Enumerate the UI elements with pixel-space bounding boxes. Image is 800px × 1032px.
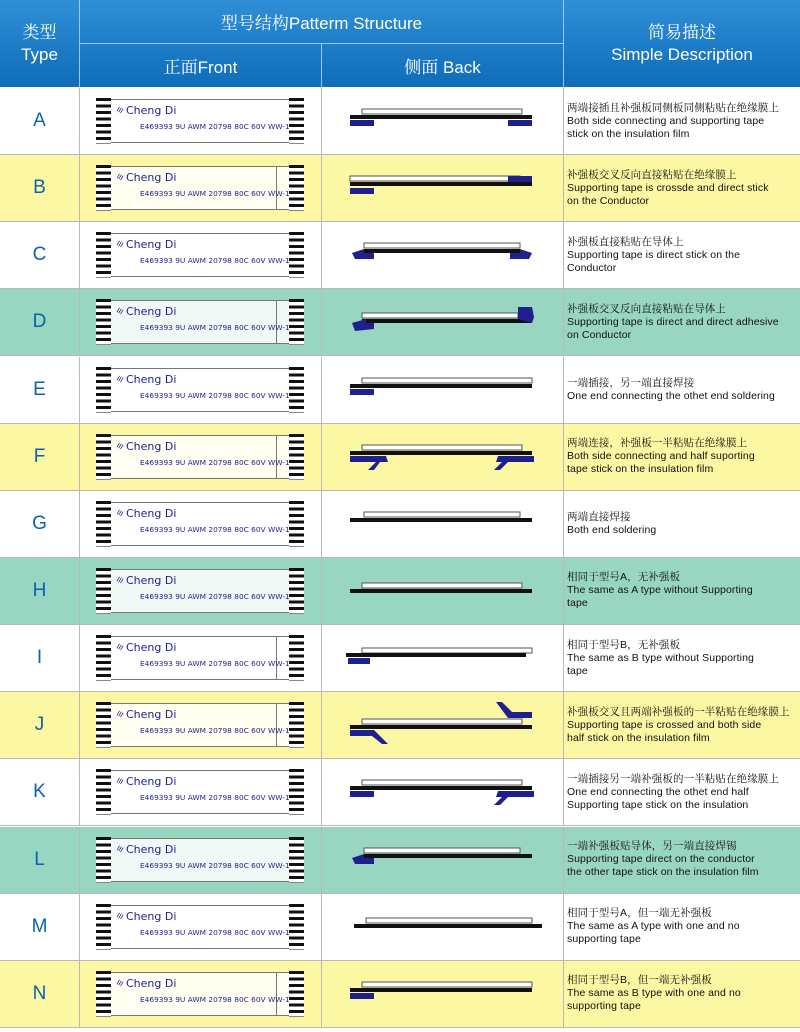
fpc-cable-front bbox=[96, 837, 304, 883]
description bbox=[567, 289, 798, 355]
description-cn: 相同于型号A，但一端无补强板 bbox=[567, 907, 712, 920]
side-profile-diagram bbox=[322, 827, 563, 893]
description-en: supporting tape bbox=[567, 933, 641, 946]
brand-logo-icon bbox=[116, 844, 125, 853]
description bbox=[567, 692, 798, 758]
side-profile-diagram bbox=[322, 491, 563, 557]
certification-label: E469393 9U AWM 20798 80C 60V WW-1 bbox=[140, 390, 290, 400]
brand-label: Cheng Di bbox=[126, 305, 177, 319]
description-cn: 相同于型号B，但一端无补强板 bbox=[567, 974, 712, 987]
description-en: Both side connecting and half suporting bbox=[567, 450, 755, 463]
side-profile-diagram bbox=[322, 357, 563, 423]
type-letter: E bbox=[0, 357, 80, 423]
brand-label: Cheng Di bbox=[126, 238, 177, 252]
contact-fingers bbox=[96, 904, 111, 950]
contact-fingers bbox=[96, 971, 111, 1017]
description-en: One end connecting the othet end half bbox=[567, 785, 749, 798]
supporting-tape bbox=[508, 176, 532, 182]
description bbox=[567, 894, 798, 960]
brand-logo-icon bbox=[116, 239, 125, 248]
contact-fingers bbox=[96, 837, 111, 883]
description-en: Supporting tape is direct stick on the bbox=[567, 248, 741, 261]
stiffener-edge bbox=[276, 435, 290, 479]
description bbox=[567, 491, 798, 557]
stiffener-edge bbox=[276, 636, 290, 680]
conductor-line bbox=[364, 854, 532, 858]
table-row bbox=[0, 894, 800, 961]
header-divider bbox=[80, 43, 563, 44]
conductor-line bbox=[350, 988, 532, 992]
contact-fingers bbox=[96, 232, 111, 278]
type-letter: G bbox=[0, 491, 80, 557]
table-row bbox=[0, 357, 800, 424]
type-letter: F bbox=[0, 424, 80, 490]
certification-label: E469393 9U AWM 20798 80C 60V WW-1 bbox=[140, 524, 290, 534]
contact-fingers bbox=[96, 568, 111, 614]
stiffener-edge bbox=[276, 972, 290, 1016]
front-view bbox=[80, 961, 322, 1027]
certification-label: E469393 9U AWM 20798 80C 60V WW-1 bbox=[140, 323, 290, 333]
conductor-line bbox=[350, 451, 532, 455]
description-en: tape stick on the insulation film bbox=[567, 463, 714, 476]
insulation-film bbox=[362, 109, 522, 114]
description-en: Supporting tape direct on the conductor bbox=[567, 853, 755, 866]
insulation-film bbox=[364, 512, 520, 517]
table-row bbox=[0, 759, 800, 826]
header-desc-cn: 简易描述 bbox=[648, 22, 716, 42]
supporting-tape bbox=[350, 120, 374, 126]
side-profile-diagram bbox=[322, 692, 563, 758]
description-cn: 补强板交叉反向直接粘贴在导体上 bbox=[567, 302, 726, 315]
type-letter: J bbox=[0, 692, 80, 758]
description-cn: 相同于型号A，无补强板 bbox=[567, 571, 681, 584]
header-front: 正面Front bbox=[163, 58, 238, 77]
certification-label: E469393 9U AWM 20798 80C 60V WW-1 bbox=[140, 726, 290, 736]
front-view bbox=[80, 424, 322, 490]
supporting-tape bbox=[508, 120, 532, 126]
header-type-cn: 类型 bbox=[22, 22, 57, 42]
insulation-film bbox=[362, 982, 532, 987]
insulation-film bbox=[362, 780, 522, 785]
back-view bbox=[322, 827, 564, 893]
certification-label: E469393 9U AWM 20798 80C 60V WW-1 bbox=[140, 659, 290, 669]
description-en: tape bbox=[567, 597, 588, 610]
front-view bbox=[80, 491, 322, 557]
front-view bbox=[80, 155, 322, 221]
header-type-en: Type bbox=[21, 44, 58, 64]
stiffener-edge bbox=[276, 166, 290, 210]
contact-fingers bbox=[96, 635, 111, 681]
supporting-tape bbox=[350, 188, 374, 194]
header-structure: 型号结构Patterm Structure bbox=[220, 14, 423, 33]
brand-logo-icon bbox=[116, 374, 125, 383]
table-row bbox=[0, 88, 800, 155]
back-view bbox=[322, 155, 564, 221]
description bbox=[567, 558, 798, 624]
fpc-cable-front bbox=[96, 702, 304, 748]
fpc-cable-front bbox=[96, 904, 304, 950]
table-row bbox=[0, 827, 800, 894]
conductor-line bbox=[362, 319, 532, 323]
type-letter: M bbox=[0, 894, 80, 960]
type-letter: K bbox=[0, 759, 80, 825]
supporting-tape bbox=[350, 389, 374, 395]
contact-fingers bbox=[289, 299, 304, 345]
side-profile-diagram bbox=[322, 961, 563, 1027]
table-row bbox=[0, 424, 800, 491]
back-view bbox=[322, 88, 564, 154]
brand-logo-icon bbox=[116, 776, 125, 785]
table-row bbox=[0, 289, 800, 356]
supporting-tape bbox=[494, 791, 534, 805]
back-view bbox=[322, 357, 564, 423]
fpc-cable-front bbox=[96, 635, 304, 681]
description-en: Conductor bbox=[567, 261, 617, 274]
description-en: stick on the insulation film bbox=[567, 127, 690, 140]
brand-label: Cheng Di bbox=[126, 506, 177, 520]
contact-fingers bbox=[96, 367, 111, 413]
back-view bbox=[322, 961, 564, 1027]
brand-label: Cheng Di bbox=[126, 976, 177, 990]
description-cn: 两端直接焊接 bbox=[567, 510, 631, 523]
supporting-tape bbox=[350, 791, 374, 797]
insulation-film bbox=[350, 176, 520, 181]
contact-fingers bbox=[289, 702, 304, 748]
contact-fingers bbox=[289, 434, 304, 480]
fpc-cable-front bbox=[96, 971, 304, 1017]
front-view bbox=[80, 357, 322, 423]
contact-fingers bbox=[96, 434, 111, 480]
header-type bbox=[0, 0, 79, 87]
insulation-film bbox=[362, 445, 522, 450]
description-en: half stick on the insulation film bbox=[567, 731, 710, 744]
description bbox=[567, 88, 798, 154]
stiffener-edge bbox=[276, 703, 290, 747]
certification-label: E469393 9U AWM 20798 80C 60V WW-1 bbox=[140, 256, 290, 266]
description bbox=[567, 222, 798, 288]
back-view bbox=[322, 894, 564, 960]
back-view bbox=[322, 692, 564, 758]
contact-fingers bbox=[96, 769, 111, 815]
description-en: Both side connecting and supporting tape bbox=[567, 114, 765, 127]
conductor-line bbox=[350, 589, 532, 593]
description-cn: 相同于型号B，无补强板 bbox=[567, 638, 681, 651]
back-view bbox=[322, 222, 564, 288]
certification-label: E469393 9U AWM 20798 80C 60V WW-1 bbox=[140, 457, 290, 467]
table-row bbox=[0, 625, 800, 692]
front-view bbox=[80, 625, 322, 691]
front-view bbox=[80, 88, 322, 154]
description-cn: 一端补强板贴导体，另一端直接焊锡 bbox=[567, 840, 737, 853]
fpc-cable-front bbox=[96, 434, 304, 480]
brand-label: Cheng Di bbox=[126, 909, 177, 923]
description bbox=[567, 424, 798, 490]
side-profile-diagram bbox=[322, 88, 563, 154]
header-back: 侧面 Back bbox=[404, 58, 481, 77]
fpc-cable-front bbox=[96, 568, 304, 614]
description-en: Supporting tape is crossed and both side bbox=[567, 718, 762, 731]
contact-fingers bbox=[289, 501, 304, 547]
side-profile-diagram bbox=[322, 424, 563, 490]
back-view bbox=[322, 424, 564, 490]
contact-fingers bbox=[289, 769, 304, 815]
contact-fingers bbox=[289, 232, 304, 278]
description-cn: 补强板交叉反向直接粘贴在绝缘膜上 bbox=[567, 168, 737, 181]
brand-logo-icon bbox=[116, 911, 125, 920]
description-en: Supporting tape stick on the insulation bbox=[567, 798, 749, 811]
description-en: Supporting tape is direct and direct adhesive bbox=[567, 315, 779, 328]
brand-label: Cheng Di bbox=[126, 573, 177, 587]
conductor-line bbox=[346, 653, 526, 657]
table-row bbox=[0, 558, 800, 625]
back-view bbox=[322, 625, 564, 691]
brand-label: Cheng Di bbox=[126, 171, 177, 185]
description-cn: 补强板直接粘贴在导体上 bbox=[567, 235, 684, 248]
front-view bbox=[80, 558, 322, 624]
description-cn: 补强板交叉且两端补强板的一半粘贴在绝缘膜上 bbox=[567, 705, 790, 718]
supporting-tape bbox=[494, 456, 534, 470]
supporting-tape bbox=[350, 456, 388, 470]
table-row bbox=[0, 692, 800, 759]
side-profile-diagram bbox=[322, 625, 563, 691]
front-view bbox=[80, 692, 322, 758]
type-letter: L bbox=[0, 827, 80, 893]
brand-label: Cheng Di bbox=[126, 104, 177, 117]
fpc-cable-front bbox=[96, 232, 304, 278]
conductor-line bbox=[350, 725, 532, 729]
contact-fingers bbox=[289, 837, 304, 883]
table-row bbox=[0, 961, 800, 1028]
description bbox=[567, 357, 798, 423]
certification-label: E469393 9U AWM 20798 80C 60V WW-1 bbox=[140, 793, 290, 803]
certification-label: E469393 9U AWM 20798 80C 60V WW-1 bbox=[140, 122, 290, 131]
back-view bbox=[322, 759, 564, 825]
side-profile-diagram bbox=[322, 289, 563, 355]
contact-fingers bbox=[289, 367, 304, 413]
contact-fingers bbox=[96, 98, 111, 144]
brand-label: Cheng Di bbox=[126, 439, 177, 453]
fpc-cable-front bbox=[96, 501, 304, 547]
type-letter: D bbox=[0, 289, 80, 355]
brand-label: Cheng Di bbox=[126, 842, 177, 856]
back-view bbox=[322, 491, 564, 557]
description-en: Both end soldering bbox=[567, 523, 657, 536]
side-profile-diagram bbox=[322, 558, 563, 624]
type-letter: A bbox=[0, 88, 80, 154]
contact-fingers bbox=[289, 904, 304, 950]
brand-logo-icon bbox=[116, 172, 125, 181]
brand-logo-icon bbox=[116, 441, 125, 450]
table-row bbox=[0, 491, 800, 558]
supporting-tape bbox=[350, 993, 374, 999]
conductor-line bbox=[350, 786, 532, 790]
side-profile-diagram bbox=[322, 759, 563, 825]
back-view bbox=[322, 558, 564, 624]
description-cn: 一端插接另一端补强板的一半粘贴在绝缘膜上 bbox=[567, 772, 779, 785]
conductor-line bbox=[350, 182, 532, 186]
brand-logo-icon bbox=[116, 709, 125, 718]
conductor-line bbox=[350, 384, 532, 388]
brand-label: Cheng Di bbox=[126, 708, 177, 722]
front-view bbox=[80, 289, 322, 355]
front-view bbox=[80, 827, 322, 893]
front-view bbox=[80, 222, 322, 288]
conductor-line bbox=[354, 924, 542, 928]
certification-label: E469393 9U AWM 20798 80C 60V WW-1 bbox=[140, 927, 290, 937]
insulation-film bbox=[362, 648, 532, 653]
contact-fingers bbox=[289, 568, 304, 614]
description bbox=[567, 827, 798, 893]
contact-fingers bbox=[289, 98, 304, 144]
certification-label: E469393 9U AWM 20798 80C 60V WW-1 bbox=[140, 994, 290, 1004]
contact-fingers bbox=[96, 299, 111, 345]
header-desc-en: Simple Description bbox=[611, 44, 753, 64]
description-en: The same as A type without Supporting bbox=[567, 584, 753, 597]
certification-label: E469393 9U AWM 20798 80C 60V WW-1 bbox=[140, 189, 290, 199]
header-divider bbox=[321, 44, 322, 87]
fpc-cable-front bbox=[96, 769, 304, 815]
contact-fingers bbox=[289, 971, 304, 1017]
description-en: the other tape stick on the insulation film bbox=[567, 866, 759, 879]
description-en: One end connecting the othet end soldering bbox=[567, 389, 775, 402]
header-divider bbox=[563, 0, 564, 87]
description-en: The same as A type with one and no bbox=[567, 920, 740, 933]
brand-label: Cheng Di bbox=[126, 775, 177, 789]
brand-logo-icon bbox=[116, 306, 125, 315]
description bbox=[567, 759, 798, 825]
fpc-cable-front bbox=[96, 367, 304, 413]
brand-logo-icon bbox=[116, 642, 125, 651]
description-en: on the Conductor bbox=[567, 194, 650, 207]
back-view bbox=[322, 289, 564, 355]
side-profile-diagram bbox=[322, 222, 563, 288]
insulation-film bbox=[362, 313, 518, 318]
description-en: tape bbox=[567, 664, 588, 677]
table-row bbox=[0, 222, 800, 289]
insulation-film bbox=[364, 243, 520, 248]
supporting-tape bbox=[350, 730, 388, 744]
brand-logo-icon bbox=[116, 978, 125, 987]
conductor-line bbox=[350, 115, 532, 119]
description-en: supporting tape bbox=[567, 1000, 641, 1013]
description-cn: 一端插接，另一端直接焊接 bbox=[567, 376, 695, 389]
brand-logo-icon bbox=[116, 105, 125, 114]
contact-fingers bbox=[96, 702, 111, 748]
brand-logo-icon bbox=[116, 575, 125, 584]
supporting-tape bbox=[496, 702, 532, 718]
front-view bbox=[80, 894, 322, 960]
conductor-line bbox=[364, 249, 520, 253]
insulation-film bbox=[362, 583, 522, 588]
insulation-film bbox=[364, 848, 520, 853]
insulation-film bbox=[362, 719, 522, 724]
stiffener-edge bbox=[276, 300, 290, 344]
description-en: The same as B type with one and no bbox=[567, 987, 741, 1000]
contact-fingers bbox=[289, 635, 304, 681]
side-profile-diagram bbox=[322, 894, 563, 960]
fpc-cable-front bbox=[96, 299, 304, 345]
header-description bbox=[564, 0, 800, 87]
conductor-line bbox=[350, 518, 532, 522]
front-view bbox=[80, 759, 322, 825]
type-letter: N bbox=[0, 961, 80, 1027]
description bbox=[567, 155, 798, 221]
contact-fingers bbox=[289, 165, 304, 211]
table-header bbox=[0, 0, 800, 87]
type-letter: I bbox=[0, 625, 80, 691]
fpc-cable-front bbox=[96, 98, 304, 144]
type-letter: C bbox=[0, 222, 80, 288]
certification-label: E469393 9U AWM 20798 80C 60V WW-1 bbox=[140, 591, 290, 601]
certification-label: E469393 9U AWM 20798 80C 60V WW-1 bbox=[140, 860, 290, 870]
brand-logo-icon bbox=[116, 508, 125, 517]
insulation-film bbox=[366, 918, 532, 923]
type-letter: H bbox=[0, 558, 80, 624]
description-en: on Conductor bbox=[567, 328, 632, 341]
description-en: The same as B type without Supporting bbox=[567, 651, 754, 664]
side-profile-diagram bbox=[322, 155, 563, 221]
description bbox=[567, 625, 798, 691]
insulation-film bbox=[362, 378, 532, 383]
type-letter: B bbox=[0, 155, 80, 221]
description bbox=[567, 961, 798, 1027]
supporting-tape bbox=[348, 658, 370, 664]
brand-label: Cheng Di bbox=[126, 641, 177, 655]
contact-fingers bbox=[96, 165, 111, 211]
brand-label: Cheng Di bbox=[126, 372, 177, 386]
description-en: Supporting tape is crossde and direct stick bbox=[567, 181, 769, 194]
fpc-cable-front bbox=[96, 165, 304, 211]
description-cn: 两端接插且补强板同侧板同侧粘贴在绝缘膜上 bbox=[567, 101, 779, 114]
contact-fingers bbox=[96, 501, 111, 547]
table-row bbox=[0, 155, 800, 222]
description-cn: 两端连接，补强板一半粘贴在绝缘膜上 bbox=[567, 437, 748, 450]
